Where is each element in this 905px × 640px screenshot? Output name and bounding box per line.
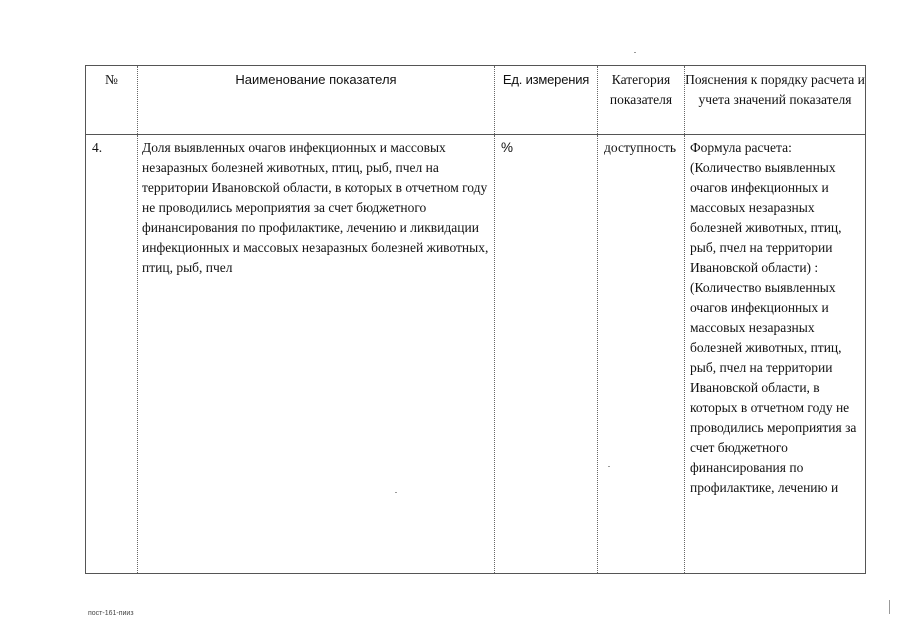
table-header-row (86, 66, 866, 135)
header-num: № (86, 66, 138, 135)
scan-speck (608, 466, 610, 467)
footer-filename: пост-161-пииз (88, 610, 134, 617)
table-row (86, 135, 866, 574)
header-category: Категория показателя (598, 66, 685, 135)
row-explanation: Формула расчета: (Количество выявленных очагов инфекционных и массовых незаразных болезней животных, птиц, рыб, пчел на территории Ивановской области) : (Количество выявленных очагов инфекционных и массовых незаразных болезней животных, птиц, рыб, пчел на территории Ивановской области, в которых в отчетном году не проводились мероприятия за счет бюджетного финансирования по профилактике, лечению и (685, 135, 866, 574)
scan-speck (889, 600, 890, 614)
header-name: Наименование показателя (138, 66, 495, 135)
row-num: 4. (86, 135, 138, 574)
row-category: доступность (598, 135, 685, 574)
header-explanation: Пояснения к порядку расчета и учета значений показателя (685, 66, 866, 135)
row-name: Доля выявленных очагов инфекционных и массовых незаразных болезней животных, птиц, рыб, пчел на территории Ивановской области, в которых в отчетном году не проводились мероприятия за счет бюджетного финансирования по профилактике, лечению и ликвидации инфекционных и массовых незаразных болезней животных, птиц, рыб, пчел (138, 135, 495, 574)
row-unit: % (495, 135, 598, 574)
header-unit: Ед. измерения (495, 66, 598, 135)
scan-speck (395, 492, 397, 493)
scan-speck (634, 52, 636, 53)
indicator-table (85, 65, 866, 574)
